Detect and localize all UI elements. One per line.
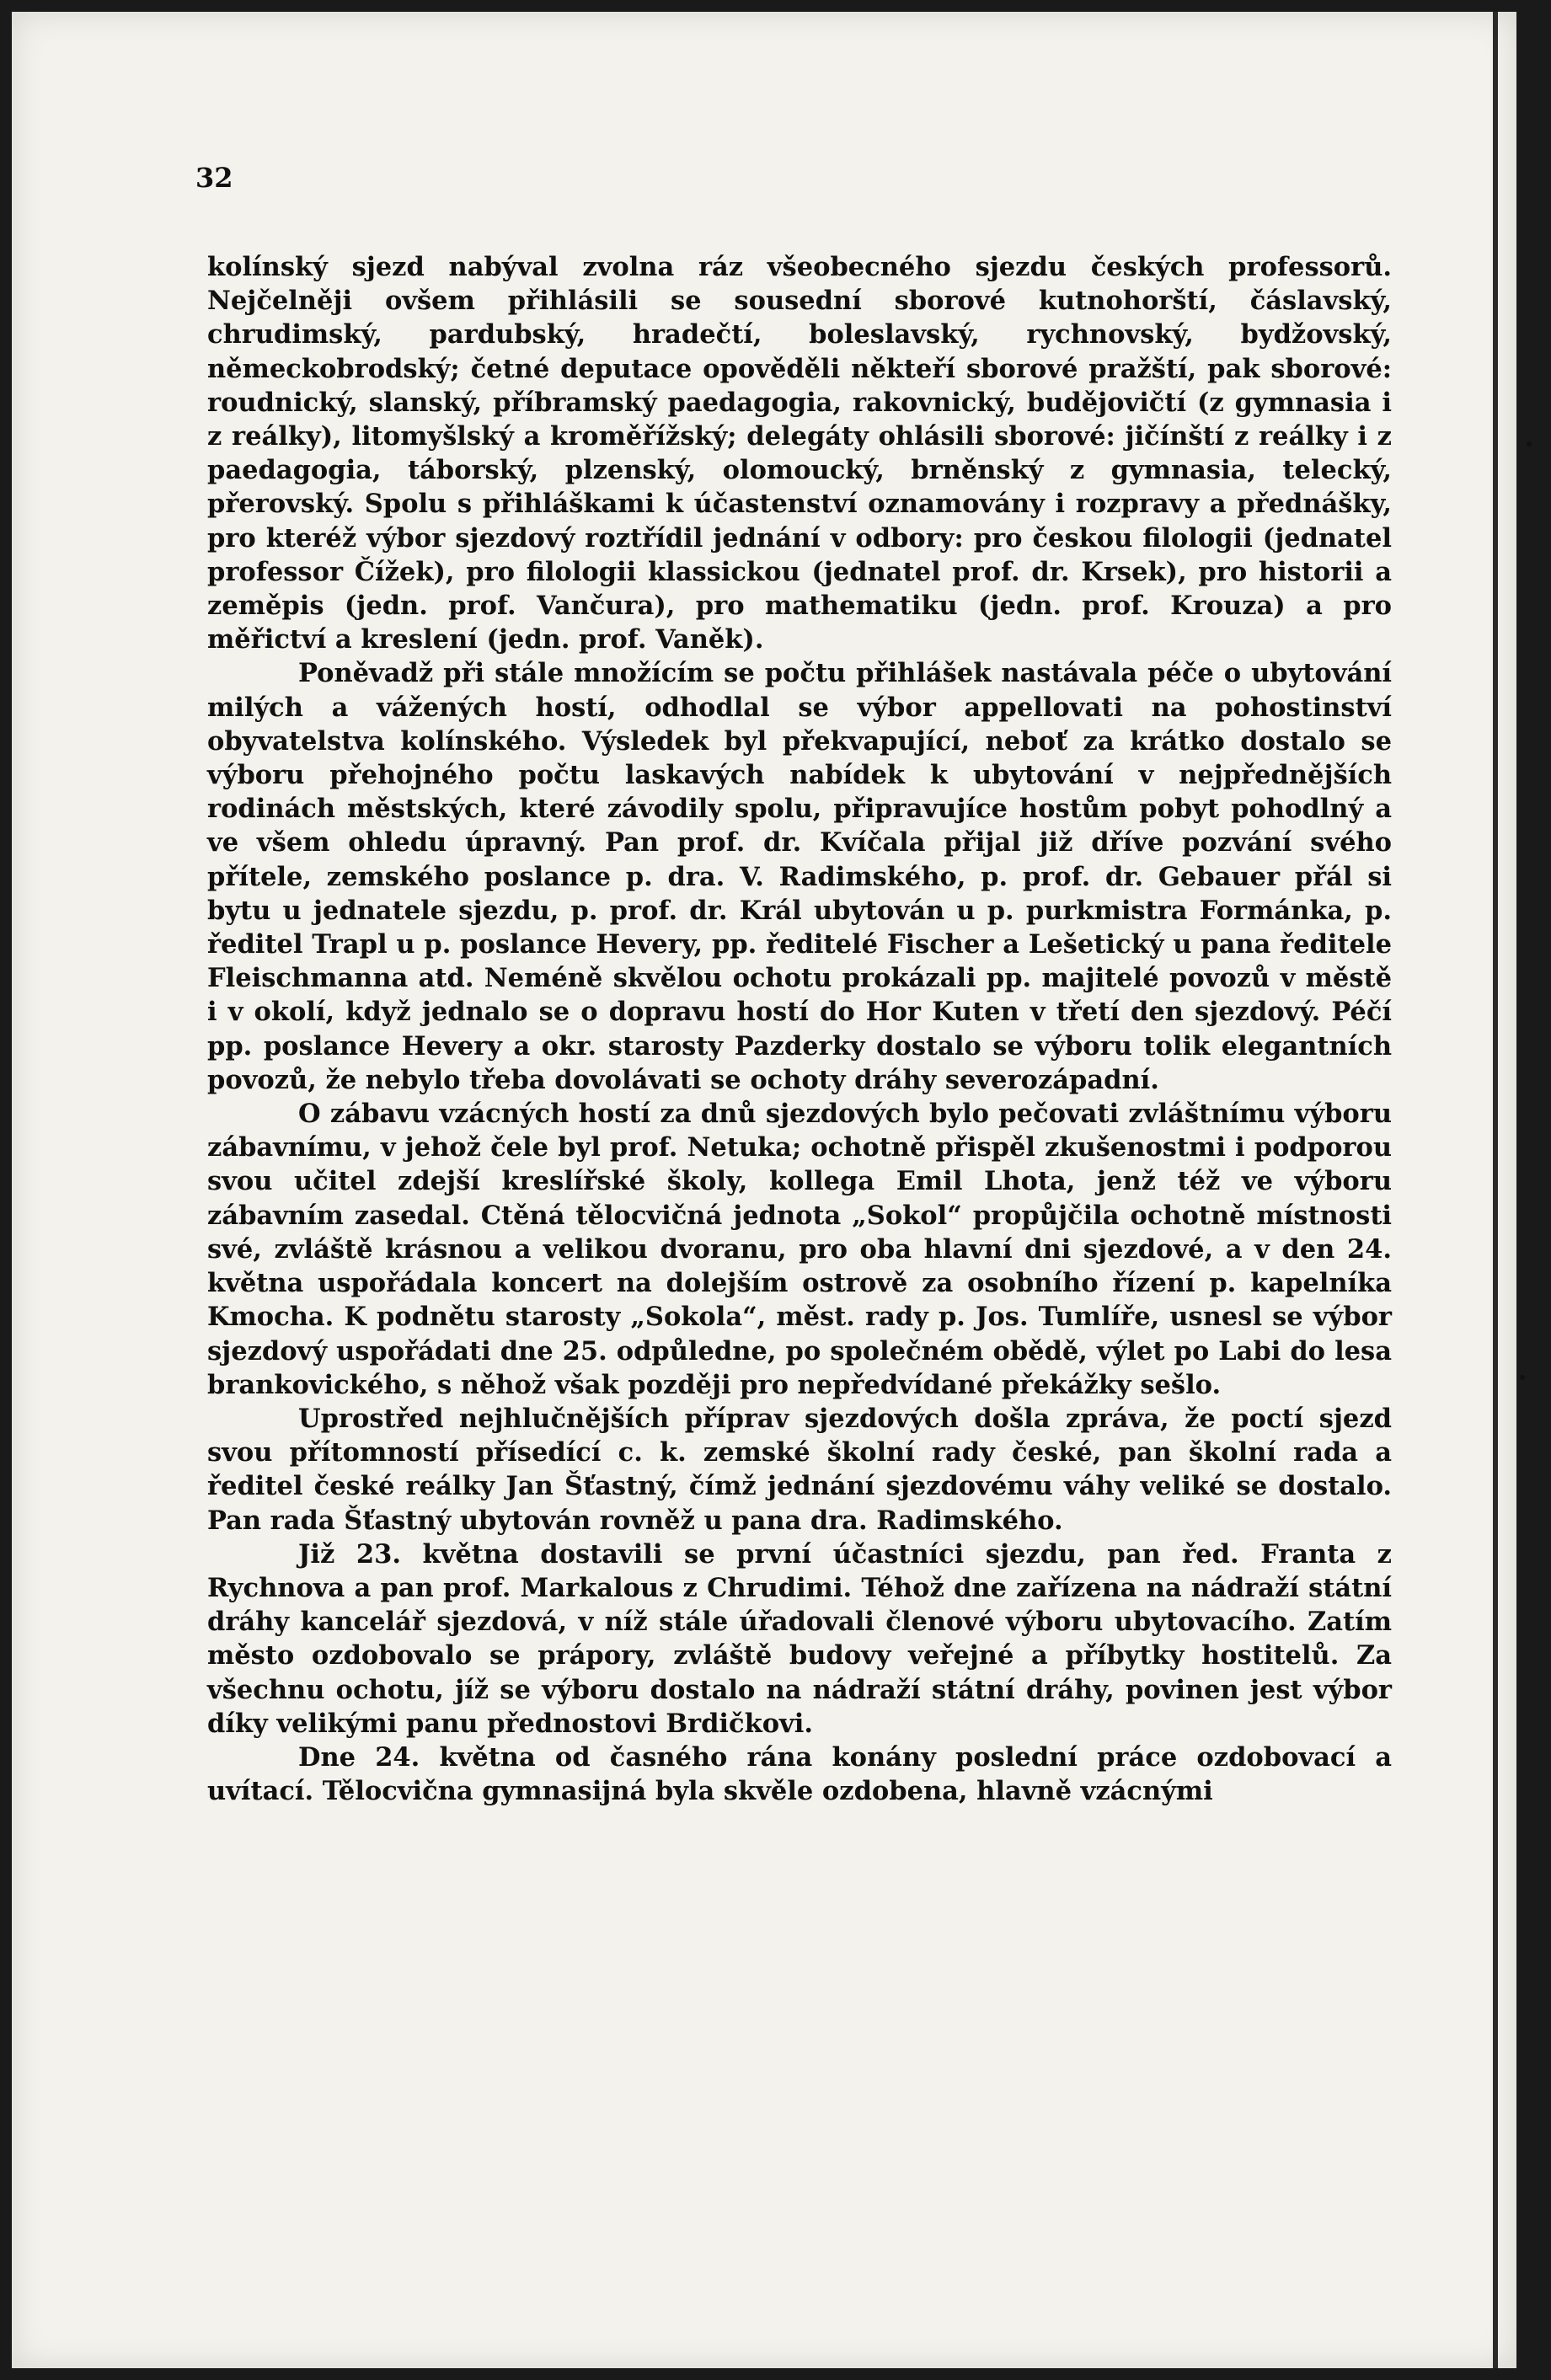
paragraph-1: kolínský sjezd nabýval zvolna ráz všeobecného sjezdu českých professorů. Nejčelněji ovšem přihlásili se sousední sborové kutnohorští, čáslavský, chrudimský, pardubský, hradečtí, boleslavský, rychnovský, bydžovský, německobrodský; četné deputace opověděli někteří sborové pražští, pak sborové: roudnický, slanský, příbramský paedagogia, rakovnický, budějovičtí (z gymnasia i z reálky), litomyšlský a kroměřížský; delegáty ohlásili sborové: jičínští z reálky i z paedagogia, táborský, plzenský, olomoucký, brněnský z gymnasia, telecký, přerovský. Spolu s přihláškami k účastenství oznamovány i rozpravy a přednášky, pro kteréž výbor sjezdový roztřídil jednání v odbory: pro českou filologii (jednatel professor Čížek), pro filologii klassickou (jednatel prof. dr. Krsek), pro historii a zeměpis (jedn. prof. Vančura), pro mathematiku (jedn. prof. Krouza) a pro měřictví a kreslení (jedn. prof. Vaněk).: [207, 252, 1392, 655]
paragraph-6: Dne 24. května od časného rána konány poslední práce ozdobovací a uvítací. Tělocvična gymnasijná byla skvěle ozdobena, hlavně vzácnými: [207, 1741, 1392, 1807]
book-page: [12, 12, 1516, 2368]
margin-speck: [1527, 441, 1532, 447]
body-text: [207, 250, 1392, 1808]
paragraph-4: Uprostřed nejhlučnějších příprav sjezdových došla zpráva, že poctí sjezd svou přítomností přísedící c. k. zemské školní rady české, pan školní rada a ředitel české reálky Jan Šťastný, čímž jednání sjezdovému váhy veliké se dostalo. Pan rada Šťastný ubytován rovněž u pana dra. Radimského.: [207, 1403, 1392, 1536]
paragraph-5: Již 23. května dostavili se první účastníci sjezdu, pan řed. Franta z Rychnova a pan prof. Markalous z Chrudimi. Téhož dne zařízena na nádraží státní dráhy kancelář sjezdová, v níž stále úřadovali členové výboru ubytovacího. Zatím město ozdobovalo se prápory, zvláště budovy veřejné a příbytky hostitelů. Za všechnu ochotu, jíž se výboru dostalo na nádraží státní dráhy, povinen jest výbor díky velikými panu přednostovi Brdičkovi.: [207, 1538, 1392, 1739]
margin-speck: [1520, 1375, 1525, 1380]
paragraph-2: Poněvadž při stále množícím se počtu přihlášek nastávala péče o ubytování milých a vážených hostí, odhodlal se výbor appellovati na pohostinství obyvatelstva kolínského. Výsledek byl překvapující, neboť za krátko dostalo se výboru přehojného počtu laskavých nabídek k ubytování v nejpřednějších rodinách městských, které závodily spolu, připravujíce hostům pobyt pohodlný a ve všem ohledu úpravný. Pan prof. dr. Kvíčala přijal již dříve pozvání svého přítele, zemského poslance p. dra. V. Radimského, p. prof. dr. Gebauer přál si bytu u jednatele sjezdu, p. prof. dr. Král ubytován u p. purkmistra Formánka, p. ředitel Trapl u p. poslance Hevery, pp. ředitelé Fischer a Lešetický u pana ředitele Fleischmanna atd. Neméně skvělou ochotu prokázali pp. majitelé povozů v městě i v okolí, když jednalo se o dopravu hostí do Hor Kuten v třetí den sjezdový. Péčí pp. poslance Hevery a okr. starosty Pazderky dostalo se výboru tolik elegantních povozů, že nebylo třeba dovolávati se ochoty dráhy severozápadní.: [207, 658, 1392, 1095]
page-number: 32: [195, 162, 233, 194]
paragraph-3: O zábavu vzácných hostí za dnů sjezdových bylo pečovati zvláštnímu výboru zábavnímu, v jehož čele byl prof. Netuka; ochotně přispěl zkušenostmi i podporou svou učitel zdejší kreslířské školy, kollega Emil Lhota, jenž též ve výboru zábavním zasedal. Ctěná tělocvičná jednota „Sokol“ propůjčila ochotně místnosti své, zvláště krásnou a velikou dvoranu, pro oba hlavní dni sjezdové, a v den 24. května uspořádala koncert na dolejším ostrově za osobního řízení p. kapelníka Kmocha. K podnětu starosty „Sokola“, měst. rady p. Jos. Tumlíře, usnesl se výbor sjezdový uspořádati dne 25. odpůledne, po společném obědě, výlet po Labi do lesa brankovického, s něhož však později pro nepředvídané překážky sešlo.: [207, 1099, 1392, 1400]
page-edge-shadow: [1493, 12, 1498, 2368]
